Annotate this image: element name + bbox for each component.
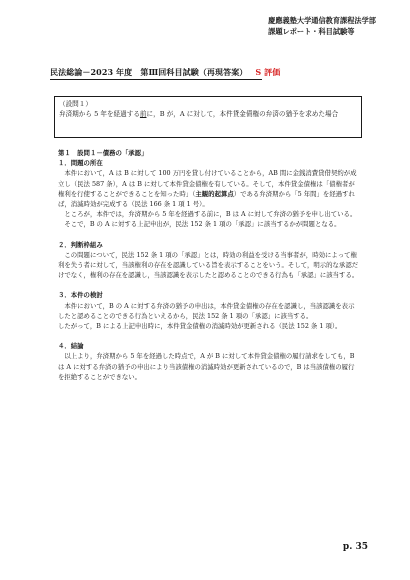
bold-term: 主観的起算点 [195,189,234,198]
question-box [54,96,362,138]
page-number: p. 35 [342,542,368,552]
paragraph: 本件において，B の A に対する弁済の猶予の申出は，本件貸金債権の存在を認識し，当該認識を表示したと認めることのできる行為といえるから，民法 152 条 1 項の「承認」に該当する。 [58,301,355,320]
document-header [268,15,376,37]
header-line-1: 慶應義塾大学通信教育課程法学部 [268,16,376,25]
paragraph: 以上より，弁済期から 5 年を経過した時点で，A が B に対して本件貸金債権の履行請求をしても，B は A に対する弁済の猶予の申出により当該債権の消滅時効が更新されているので，B は当該債権の履行を拒絶することができない。 [58,352,355,381]
document-title [50,67,280,78]
paragraph: ところが，本件では，弁済期から 5 年を経過する前に，B は A に対して弁済の猶予を申し出ている。 [64,210,357,219]
title-text: 民法総論－2023 年度 第Ⅲ回科目試験（再現答案） [50,67,248,77]
question-text: 弁済期から 5 年を経過する前に，B が，A に対して，本件貸金債権の弁済の猶予を求めた場合 [59,110,339,118]
grade-label: S 評価 [255,67,281,77]
paragraph: この問題について，民法 152 条 1 項の「承認」とは，時効の利益を受ける当事者が，時効によって権利を失う者に対して，当該権利の存在を認識している旨を表示することをいう。そして，明示的な承認だけでなく，権利の存在を認識し，当該認識を表示したと認めることのできる行為も「承認」に該当する。 [58,250,359,280]
subsection-2-heading: ２．判断枠組み [58,240,103,249]
question-label: （設問１） [59,100,92,108]
section-1-heading: 第１ 設問１－債務の「承認」 [58,149,148,157]
subsection-1-heading: １．問題の所在 [58,159,103,168]
title-underline [50,79,262,80]
paragraph: そこで，B の A に対する上記申出が，民法 152 条 1 項の「承認」に該当するかが問題となる。 [64,220,341,229]
subsection-4-heading: ４．結論 [58,342,84,351]
paragraph: 本件において，A は B に対して 100 万円を貸し付けていることから，AB 間に金銭消費貸借契約が成立し（民法 587 条），A は B に対して本件貸金債権を有している。そして，本件貸金債権は「債権者が権利を行使することができることを知った時」（主観的起算点）である弁済期から「5 年間」を経過すれば，消滅時効が完成する（民法 166 条 1 項 1 号）。 [58,169,357,209]
question-underlined-word: 前 [139,110,147,118]
answer-body [58,148,360,382]
paragraph: したがって，B による上記申出時に，本件貸金債権の消滅時効が更新される（民法 152 条 1 項）。 [58,322,342,331]
subsection-3-heading: ３．本件の検討 [58,291,103,300]
header-line-2: 課題レポート・科目試験等 [268,27,355,36]
